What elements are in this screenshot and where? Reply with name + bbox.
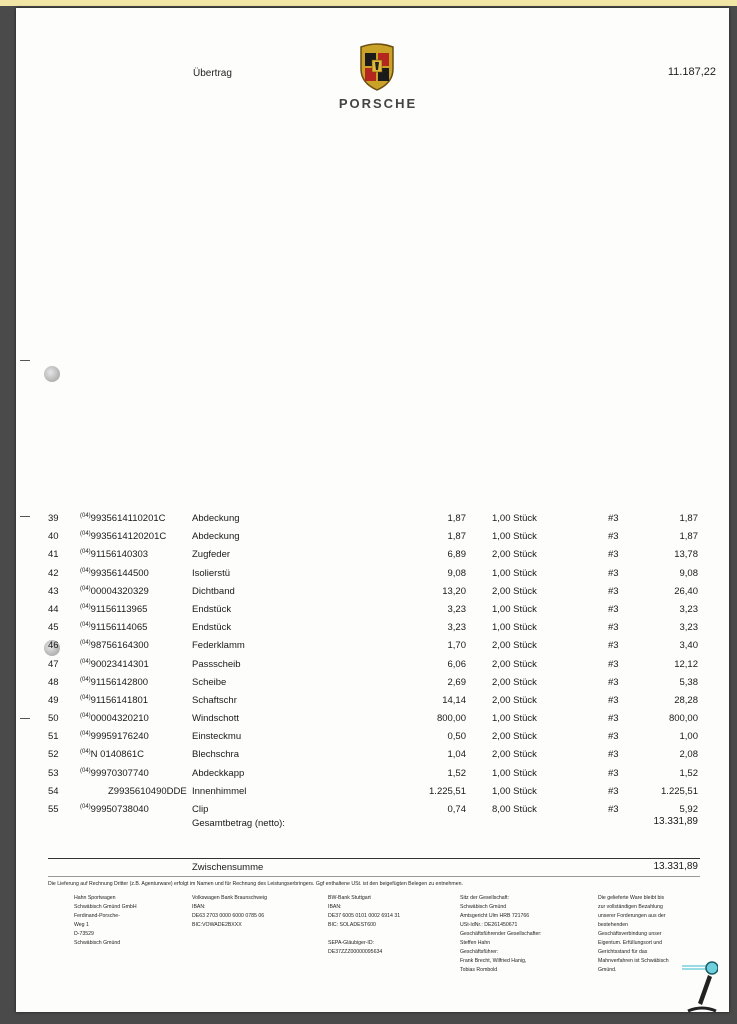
net-total-label: Gesamtbetrag (netto): <box>192 818 285 829</box>
position-number: 51 <box>48 731 59 743</box>
article-code-prefix: (04) <box>80 640 91 647</box>
divider <box>48 858 700 859</box>
footer-retention-of-title <box>598 894 669 975</box>
article-number-text: 99959176240 <box>90 731 149 743</box>
tax-code: #3 <box>608 713 619 725</box>
tax-code: #3 <box>608 640 619 652</box>
window-top-bar <box>0 0 737 6</box>
quantity: 2,00 Stück <box>492 749 537 761</box>
article-number-text: Z9935610490DDE <box>108 785 187 797</box>
unit-price: 13,20 <box>442 585 466 597</box>
line-total: 13,78 <box>674 549 698 561</box>
article-number <box>80 568 149 579</box>
item-description: Windschott <box>192 713 239 725</box>
line-total: 1,87 <box>679 531 698 543</box>
footer-line: Die gelieferte Ware bleibt bis <box>598 895 665 901</box>
tax-code: #3 <box>608 785 619 797</box>
position-number: 45 <box>48 622 59 634</box>
carryover-amount: 11.187,22 <box>667 66 716 78</box>
porsche-crest-logo <box>357 41 397 91</box>
item-description: Endstück <box>192 603 232 615</box>
carryover-label: Übertrag <box>193 68 232 79</box>
line-total: 1.225,51 <box>661 785 698 797</box>
line-total: 1,52 <box>679 767 698 779</box>
footer-line: Mahnverfahren ist Schwäbisch <box>598 958 669 964</box>
footer-line: Frank Brecht, Wilfried Hanig, <box>460 958 527 964</box>
footer-line: zur vollständigen Bezahlung <box>598 904 663 910</box>
article-code-prefix: (04) <box>80 804 91 810</box>
footer-line: Ferdinand-Porsche- <box>74 913 120 919</box>
article-number <box>80 695 148 706</box>
item-description: Endstück <box>192 622 232 634</box>
table-row <box>16 692 729 710</box>
footer-line: Hahn Sportwagen <box>74 895 116 901</box>
footer-line: DE37 6005 0101 0002 6914 31 <box>328 913 401 919</box>
position-number: 39 <box>48 513 59 524</box>
tax-code: #3 <box>608 567 619 579</box>
footer-line: Eigentum. Erfüllungsort und <box>598 940 663 946</box>
item-description: Zugfeder <box>192 549 231 561</box>
footer-line: Amtsgericht Ulm HRB 721766 <box>460 913 530 919</box>
footer-line: BIC:VOWADE2BXXX <box>192 922 242 928</box>
footer-line: Weg 1 <box>74 922 89 928</box>
tax-code: #3 <box>608 694 619 706</box>
table-row <box>16 783 729 801</box>
item-description: Innenhimmel <box>192 785 247 797</box>
line-total: 5,92 <box>679 804 698 815</box>
tax-code: #3 <box>608 531 619 543</box>
unit-price: 6,06 <box>447 658 466 670</box>
quantity: 8,00 Stück <box>492 804 537 815</box>
footer-line: unserer Forderungen aus der <box>598 913 666 919</box>
legal-notice: Die Lieferung auf Rechnung Dritter (z.B. Agenturware) erfolgt im Namen und für Rechnung des Leistungserbringers. Ggf enthaltene USt. ist den beigefügten Belegen zu entnehmen. <box>48 881 463 887</box>
quantity: 2,00 Stück <box>492 731 537 743</box>
footer-line: BW-Bank Stuttgart <box>328 895 371 901</box>
article-number <box>80 549 148 560</box>
unit-price: 1,87 <box>447 531 466 543</box>
tax-code: #3 <box>608 804 619 815</box>
tax-code: #3 <box>608 549 619 561</box>
article-number <box>80 677 148 688</box>
unit-price: 14,14 <box>442 694 466 706</box>
position-number: 46 <box>48 640 59 652</box>
article-number-text: 00004320210 <box>90 713 149 725</box>
punch-hole <box>44 366 60 382</box>
item-description: Schaftschr <box>192 694 237 706</box>
subtotal-label: Zwischensumme <box>192 862 264 873</box>
line-total: 2,08 <box>679 749 698 761</box>
table-row <box>16 601 729 619</box>
line-total: 9,08 <box>679 567 698 579</box>
position-number: 48 <box>48 676 59 688</box>
footer-line: bestehenden <box>598 922 629 928</box>
quantity: 2,00 Stück <box>492 694 537 706</box>
position-number: 49 <box>48 694 59 706</box>
article-number <box>80 586 149 597</box>
pen-cursor-icon[interactable] <box>682 955 718 1015</box>
article-number <box>80 659 149 670</box>
line-total: 3,23 <box>679 603 698 615</box>
table-row <box>16 765 729 783</box>
tax-code: #3 <box>608 658 619 670</box>
quantity: 2,00 Stück <box>492 676 537 688</box>
item-description: Einsteckmu <box>192 731 242 743</box>
table-row <box>16 674 729 692</box>
article-code-prefix: (04) <box>80 694 91 701</box>
article-code-prefix: (04) <box>80 549 91 556</box>
line-total: 5,38 <box>679 676 698 688</box>
line-items-table <box>16 510 729 819</box>
unit-price: 800,00 <box>436 713 466 725</box>
table-row <box>16 510 729 528</box>
article-code-prefix: (04) <box>80 603 91 610</box>
quantity: 1,00 Stück <box>492 513 537 524</box>
quantity: 1,00 Stück <box>492 622 537 634</box>
line-total: 1,00 <box>679 731 698 743</box>
article-number-text: 91156113965 <box>90 603 148 615</box>
article-code-prefix: (04) <box>80 513 91 519</box>
position-number: 43 <box>48 585 59 597</box>
quantity: 1,00 Stück <box>492 713 537 725</box>
item-description: Abdeckung <box>192 531 240 543</box>
footer-line: Geschäftsverbindung unser <box>598 931 662 937</box>
footer-line: Geschäftsführender Gesellschafter: <box>460 931 542 937</box>
article-code-prefix: (04) <box>80 749 91 756</box>
position-number: 42 <box>48 567 59 579</box>
footer-registration <box>460 894 542 975</box>
article-number <box>80 749 144 760</box>
quantity: 1,00 Stück <box>492 767 537 779</box>
tax-code: #3 <box>608 767 619 779</box>
quantity: 1,00 Stück <box>492 785 537 797</box>
unit-price: 0,74 <box>447 804 466 815</box>
position-number: 40 <box>48 531 59 543</box>
item-description: Clip <box>192 804 209 815</box>
item-description: Blechschra <box>192 749 239 761</box>
position-number: 52 <box>48 749 59 761</box>
article-number-text: 00004320329 <box>90 585 149 597</box>
footer-line: Gmünd. <box>598 967 617 973</box>
tax-code: #3 <box>608 585 619 597</box>
footer-line: D-73529 <box>74 931 94 937</box>
article-code-prefix: (04) <box>80 658 91 665</box>
footer-line <box>328 930 400 939</box>
footer-line: Gerichtsstand für das <box>598 949 648 955</box>
footer-line: BIC: SOLADEST600 <box>328 922 376 928</box>
article-code-prefix: (04) <box>80 622 91 629</box>
line-total: 26,40 <box>674 585 698 597</box>
line-total: 800,00 <box>668 713 698 725</box>
position-number: 47 <box>48 658 59 670</box>
article-number <box>80 513 166 524</box>
quantity: 2,00 Stück <box>492 658 537 670</box>
footer-line: Volkswagen Bank Braunschweig <box>192 895 267 901</box>
unit-price: 2,69 <box>447 676 466 688</box>
unit-price: 0,50 <box>447 731 466 743</box>
invoice-page <box>16 8 729 1012</box>
article-code-prefix: (04) <box>80 585 91 592</box>
unit-price: 1,70 <box>447 640 466 652</box>
table-row <box>16 656 729 674</box>
footer-bank-vw <box>192 894 267 930</box>
article-number <box>80 531 166 542</box>
article-number-text: 91156141801 <box>90 694 149 706</box>
fold-mark <box>20 360 30 361</box>
footer-line: USt-IdNr.: DE261450671 <box>460 922 518 928</box>
item-description: Passscheib <box>192 658 241 670</box>
item-description: Scheibe <box>192 676 227 688</box>
tax-code: #3 <box>608 603 619 615</box>
table-row <box>16 565 729 583</box>
position-number: 41 <box>48 549 59 561</box>
position-number: 44 <box>48 603 59 615</box>
quantity: 2,00 Stück <box>492 585 537 597</box>
tax-code: #3 <box>608 749 619 761</box>
article-code-prefix: (04) <box>80 676 91 683</box>
unit-price: 9,08 <box>447 567 466 579</box>
unit-price: 1,52 <box>447 767 466 779</box>
tax-code: #3 <box>608 676 619 688</box>
tax-code: #3 <box>608 731 619 743</box>
line-total: 1,87 <box>679 513 698 524</box>
table-row <box>16 710 729 728</box>
quantity: 2,00 Stück <box>492 549 537 561</box>
unit-price: 1,04 <box>447 749 466 761</box>
item-description: Abdeckung <box>192 513 240 524</box>
item-description: Abdeckkapp <box>192 767 245 779</box>
table-row <box>16 728 729 746</box>
table-row <box>16 619 729 637</box>
footer-line: IBAN: <box>192 904 206 910</box>
article-number-text: 91156142800 <box>90 676 149 688</box>
article-number-text: 9935614110201C <box>90 513 166 524</box>
footer-line: Schwäbisch Gmünd GmbH <box>74 904 137 910</box>
position-number: 54 <box>48 785 59 797</box>
article-number-text: 99970307740 <box>90 767 149 779</box>
article-code-prefix: (04) <box>80 731 91 738</box>
quantity: 2,00 Stück <box>492 640 537 652</box>
item-description: Isolierstü <box>192 567 231 579</box>
article-number <box>80 731 149 742</box>
divider <box>48 876 700 877</box>
quantity: 1,00 Stück <box>492 531 537 543</box>
article-number <box>80 604 147 615</box>
table-row <box>16 528 729 546</box>
footer-line: Schwäbisch Gmünd <box>74 940 121 946</box>
table-row <box>16 637 729 655</box>
article-number <box>108 786 187 797</box>
unit-price: 6,89 <box>447 549 466 561</box>
line-total: 3,40 <box>679 640 698 652</box>
unit-price: 1,87 <box>447 513 466 524</box>
article-code-prefix: (04) <box>80 713 91 720</box>
footer-company-address <box>74 894 137 948</box>
article-number <box>80 804 149 815</box>
unit-price: 3,23 <box>447 603 466 615</box>
position-number: 50 <box>48 713 59 725</box>
footer-line: Steffen Hahn <box>460 940 491 946</box>
item-description: Federklamm <box>192 640 245 652</box>
table-row <box>16 546 729 564</box>
article-number <box>80 622 147 633</box>
article-number-text: 98756164300 <box>90 640 149 652</box>
footer-line: SEPA-Gläubiger-ID: <box>328 940 375 946</box>
article-number-text: 9935614120201C <box>90 531 167 543</box>
unit-price: 1.225,51 <box>429 785 466 797</box>
article-number <box>80 640 149 651</box>
table-row <box>16 746 729 764</box>
footer-line: IBAN: <box>328 904 342 910</box>
footer-line: Tobias Rombold <box>460 967 498 973</box>
footer-line: Sitz der Gesellschaft: <box>460 895 510 901</box>
article-number-text: N 0140861C <box>90 749 145 761</box>
article-number-text: 99356144500 <box>90 567 149 579</box>
table-row <box>16 583 729 601</box>
article-code-prefix: (04) <box>80 531 91 538</box>
article-number-text: 91156114065 <box>90 622 148 634</box>
article-number <box>80 768 149 779</box>
footer-line: DE37ZZZ00000095634 <box>328 949 383 955</box>
footer-bank-bw <box>328 894 400 957</box>
tax-code: #3 <box>608 513 619 524</box>
article-number-text: 90023414301 <box>90 658 149 670</box>
footer-line: Schwäbisch Gmünd <box>460 904 507 910</box>
line-total: 12,12 <box>674 658 698 670</box>
footer-line: DE63 2703 0000 6000 0785 06 <box>192 913 265 919</box>
subtotal-value: 13.331,89 <box>653 861 698 872</box>
unit-price: 3,23 <box>447 622 466 634</box>
net-total-value: 13.331,89 <box>653 816 698 827</box>
brand-wordmark: PORSCHE <box>338 96 418 111</box>
quantity: 1,00 Stück <box>492 603 537 615</box>
footer-line: Geschäftsführer: <box>460 949 499 955</box>
quantity: 1,00 Stück <box>492 567 537 579</box>
position-number: 53 <box>48 767 59 779</box>
item-description: Dichtband <box>192 585 235 597</box>
tax-code: #3 <box>608 622 619 634</box>
article-number-text: 99950738040 <box>90 804 149 815</box>
article-number-text: 91156140303 <box>90 549 149 561</box>
line-total: 3,23 <box>679 622 698 634</box>
position-number: 55 <box>48 804 59 815</box>
article-code-prefix: (04) <box>80 767 91 774</box>
article-code-prefix: (04) <box>80 567 91 574</box>
line-total: 28,28 <box>674 694 698 706</box>
article-number <box>80 713 149 724</box>
